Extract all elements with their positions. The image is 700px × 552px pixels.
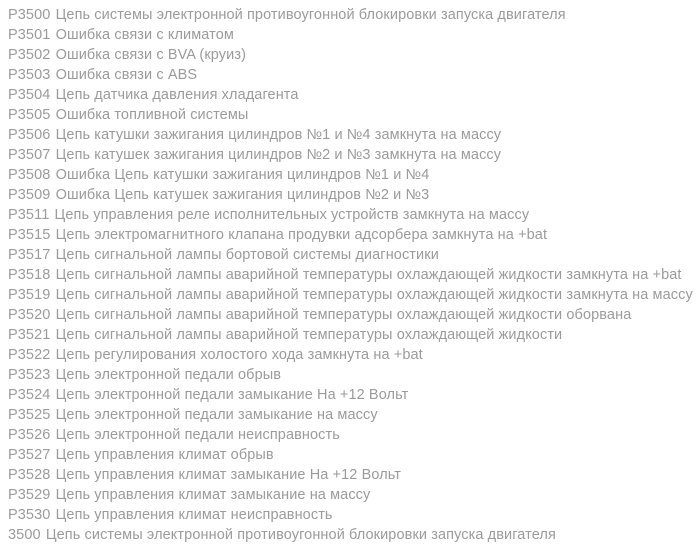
dtc-description: Цепь сигнальной лампы аварийной температуры охлаждающей жидкости оборвана [55, 307, 632, 323]
dtc-code: P3522 [8, 347, 51, 363]
dtc-description: Цепь сигнальной лампы аварийной температуры охлаждающей жидкости замкнута на +bat [55, 267, 682, 283]
dtc-description: Цепь электронной педали замыкание на массу [55, 407, 378, 423]
dtc-description: Цепь сигнальной лампы аварийной температуры охлаждающей жидкости замкнута на массу [55, 287, 693, 303]
dtc-code: P3511 [8, 207, 50, 223]
dtc-code: P3503 [8, 67, 51, 83]
dtc-description: Ошибка связи с BVA (круиз) [55, 47, 247, 63]
dtc-row [8, 465, 700, 485]
dtc-description: Цепь сигнальной лампы бортовой системы диагностики [55, 247, 439, 263]
dtc-code: P3530 [8, 507, 51, 523]
dtc-description: Ошибка связи с климатом [55, 27, 234, 43]
dtc-row [8, 445, 700, 465]
dtc-row [8, 165, 700, 185]
dtc-row [8, 125, 700, 145]
dtc-row [8, 145, 700, 165]
dtc-code: P3501 [8, 27, 51, 43]
dtc-row [8, 485, 700, 505]
dtc-description: Ошибка связи с ABS [55, 67, 198, 83]
dtc-description: Ошибка Цепь катушки зажигания цилиндров №1 и №4 [55, 167, 430, 183]
dtc-code: P3519 [8, 287, 51, 303]
dtc-description: Цепь катушек зажигания цилиндров №2 и №3 замкнута на массу [55, 147, 502, 163]
dtc-code: P3528 [8, 467, 51, 483]
dtc-description: Цепь электромагнитного клапана продувки адсорбера замкнута на +bat [55, 227, 548, 243]
dtc-description: Цепь системы электронной противоугонной блокировки запуска двигателя [55, 7, 566, 23]
dtc-code: P3524 [8, 387, 51, 403]
dtc-description: Цепь электронной педали неисправность [55, 427, 340, 443]
dtc-description: Цепь сигнальной лампы аварийной температуры охлаждающей жидкости [55, 327, 563, 343]
dtc-row [8, 205, 700, 225]
dtc-description: Цепь электронной педали обрыв [55, 367, 282, 383]
dtc-code: P3518 [8, 267, 51, 283]
dtc-row [8, 265, 700, 285]
dtc-row [8, 5, 700, 25]
dtc-row [8, 345, 700, 365]
dtc-row [8, 85, 700, 105]
dtc-code: P3505 [8, 107, 51, 123]
dtc-row [8, 245, 700, 265]
dtc-row [8, 45, 700, 65]
dtc-row [8, 365, 700, 385]
dtc-row [8, 185, 700, 205]
dtc-row [8, 65, 700, 85]
dtc-description: Цепь управления климат замыкание на массу [55, 487, 371, 503]
dtc-row [8, 225, 700, 245]
dtc-code: P3509 [8, 187, 51, 203]
dtc-description: Ошибка топливной системы [55, 107, 249, 123]
dtc-description: Ошибка Цепь катушек зажигания цилиндров №2 и №3 [55, 187, 430, 203]
dtc-code: P3502 [8, 47, 51, 63]
dtc-row [8, 285, 700, 305]
dtc-description: Цепь электронной педали замыкание На +12 Вольт [55, 387, 409, 403]
dtc-code: P3527 [8, 447, 51, 463]
dtc-row [8, 25, 700, 45]
dtc-code: P3525 [8, 407, 51, 423]
dtc-description: Цепь катушки зажигания цилиндров №1 и №4 замкнута на массу [55, 127, 502, 143]
dtc-code: P3506 [8, 127, 51, 143]
dtc-code: P3523 [8, 367, 51, 383]
dtc-code: P3507 [8, 147, 51, 163]
dtc-code: P3529 [8, 487, 51, 503]
dtc-row [8, 105, 700, 125]
dtc-code: P3504 [8, 87, 51, 103]
dtc-code: P3521 [8, 327, 51, 343]
dtc-description: Цепь системы электронной противоугонной блокировки запуска двигателя [45, 527, 556, 543]
dtc-description: Цепь управления климат обрыв [55, 447, 274, 463]
dtc-row [8, 425, 700, 445]
dtc-row [8, 305, 700, 325]
dtc-code: P3520 [8, 307, 51, 323]
dtc-description: Цепь управления климат неисправность [55, 507, 333, 523]
dtc-row [8, 385, 700, 405]
dtc-description: Цепь управления реле исполнительных устройств замкнута на массу [54, 207, 530, 223]
dtc-code: P3517 [8, 247, 51, 263]
dtc-description: Цепь управления климат замыкание На +12 Вольт [55, 467, 402, 483]
dtc-code: 3500 [8, 527, 41, 543]
dtc-row [8, 525, 700, 545]
dtc-code: P3508 [8, 167, 51, 183]
dtc-row [8, 405, 700, 425]
dtc-code: P3515 [8, 227, 51, 243]
dtc-code: P3500 [8, 7, 51, 23]
dtc-row [8, 325, 700, 345]
dtc-row [8, 505, 700, 525]
dtc-description: Цепь датчика давления хладагента [55, 87, 299, 103]
dtc-description: Цепь регулирования холостого хода замкнута на +bat [55, 347, 423, 363]
dtc-code: P3526 [8, 427, 51, 443]
